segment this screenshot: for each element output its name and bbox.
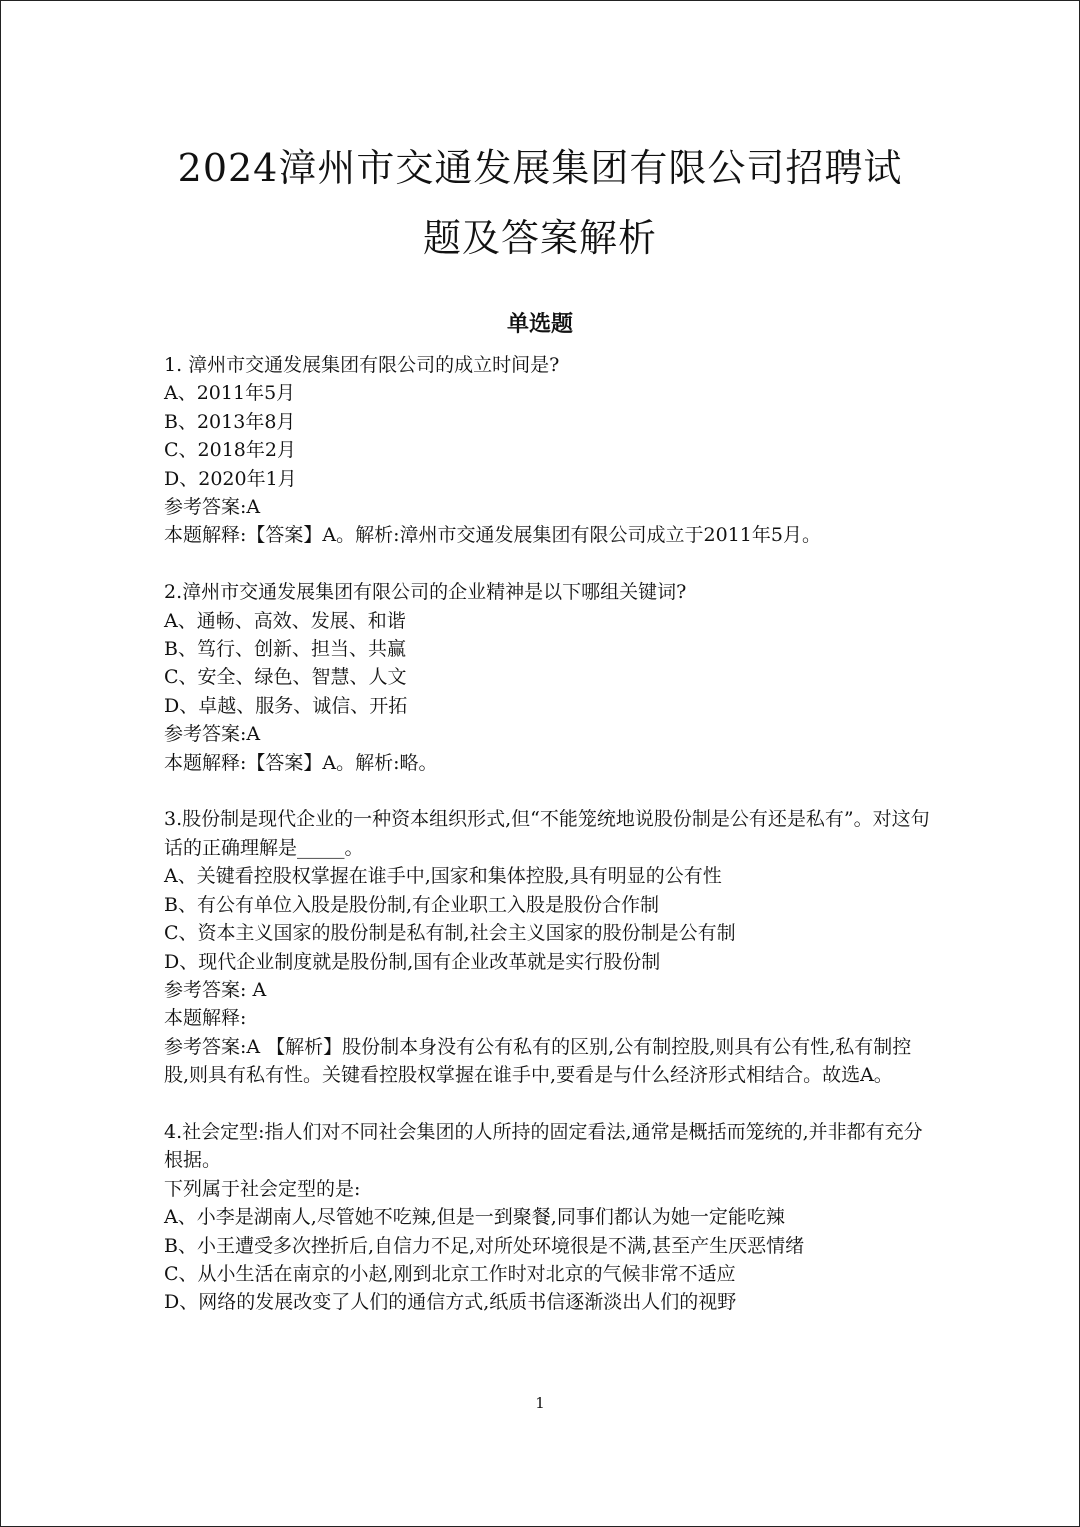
- option-b: B、小王遭受多次挫折后,自信力不足,对所处环境很是不满,甚至产生厌恶情绪: [164, 1234, 805, 1257]
- page-number: 1: [535, 1394, 545, 1412]
- option-a: A、通畅、高效、发展、和谐: [164, 609, 406, 632]
- reference-answer: 参考答案: A: [164, 978, 267, 1001]
- option-d: D、网络的发展改变了人们的通信方式,纸质书信逐渐淡出人们的视野: [164, 1291, 737, 1314]
- question-4: [164, 1118, 934, 1317]
- question-1: [164, 351, 934, 550]
- question-2: [164, 578, 934, 777]
- document-title-line-1: 2024漳州市交通发展集团有限公司招聘试: [177, 146, 903, 190]
- option-c: C、安全、绿色、智慧、人文: [164, 666, 407, 689]
- question-prompt: 下列属于社会定型的是:: [164, 1177, 361, 1200]
- document-title-line-2: 题及答案解析: [422, 216, 657, 260]
- answer-explanation: 参考答案:A 【解析】股份制本身没有公有私有的区别,公有制控股,则具有公有性,私有制控股,则具有私有性。关键看控股权掌握在谁手中,要看是与什么经济形式相结合。故选A。: [164, 1035, 912, 1087]
- reference-answer: 参考答案:A: [164, 723, 261, 746]
- option-b: B、2013年8月: [164, 410, 296, 433]
- document-title: [61, 133, 1019, 273]
- option-c: C、资本主义国家的股份制是私有制,社会主义国家的股份制是公有制: [164, 922, 736, 945]
- question-stem: 3.股份制是现代企业的一种资本组织形式,但“不能笼统地说股份制是公有还是私有”。对这句话的正确理解是_____。: [164, 808, 930, 859]
- option-a: A、关键看控股权掌握在谁手中,国家和集体控股,具有明显的公有性: [164, 865, 722, 888]
- question-stem: 1. 漳州市交通发展集团有限公司的成立时间是?: [164, 354, 560, 376]
- option-a: A、2011年5月: [164, 382, 296, 405]
- question-stem: 2.漳州市交通发展集团有限公司的企业精神是以下哪组关键词?: [164, 581, 687, 604]
- reference-answer: 参考答案:A: [164, 496, 261, 519]
- explanation-label: 本题解释:: [164, 1007, 247, 1030]
- option-d: D、现代企业制度就是股份制,国有企业改革就是实行股份制: [164, 950, 661, 973]
- option-d: D、卓越、服务、诚信、开拓: [164, 694, 408, 717]
- answer-explanation: 本题解释:【答案】A。解析:漳州市交通发展集团有限公司成立于2011年5月。: [164, 524, 821, 547]
- option-b: B、有公有单位入股是股份制,有企业职工入股是股份合作制: [164, 893, 660, 916]
- question-list: [164, 351, 934, 1345]
- option-a: A、小李是湖南人,尽管她不吃辣,但是一到聚餐,同事们都认为她一定能吃辣: [164, 1206, 785, 1229]
- option-b: B、笃行、创新、担当、共赢: [164, 638, 406, 661]
- answer-explanation: 本题解释:【答案】A。解析:略。: [164, 751, 438, 774]
- section-heading: 单选题: [506, 312, 573, 337]
- option-c: C、从小生活在南京的小赵,刚到北京工作时对北京的气候非常不适应: [164, 1262, 736, 1285]
- question-stem: 4.社会定型:指人们对不同社会集团的人所持的固定看法,通常是概括而笼统的,并非都有充分根据。: [164, 1120, 923, 1172]
- question-3: [164, 805, 934, 1089]
- option-d: D、2020年1月: [164, 467, 297, 490]
- option-c: C、2018年2月: [164, 439, 296, 462]
